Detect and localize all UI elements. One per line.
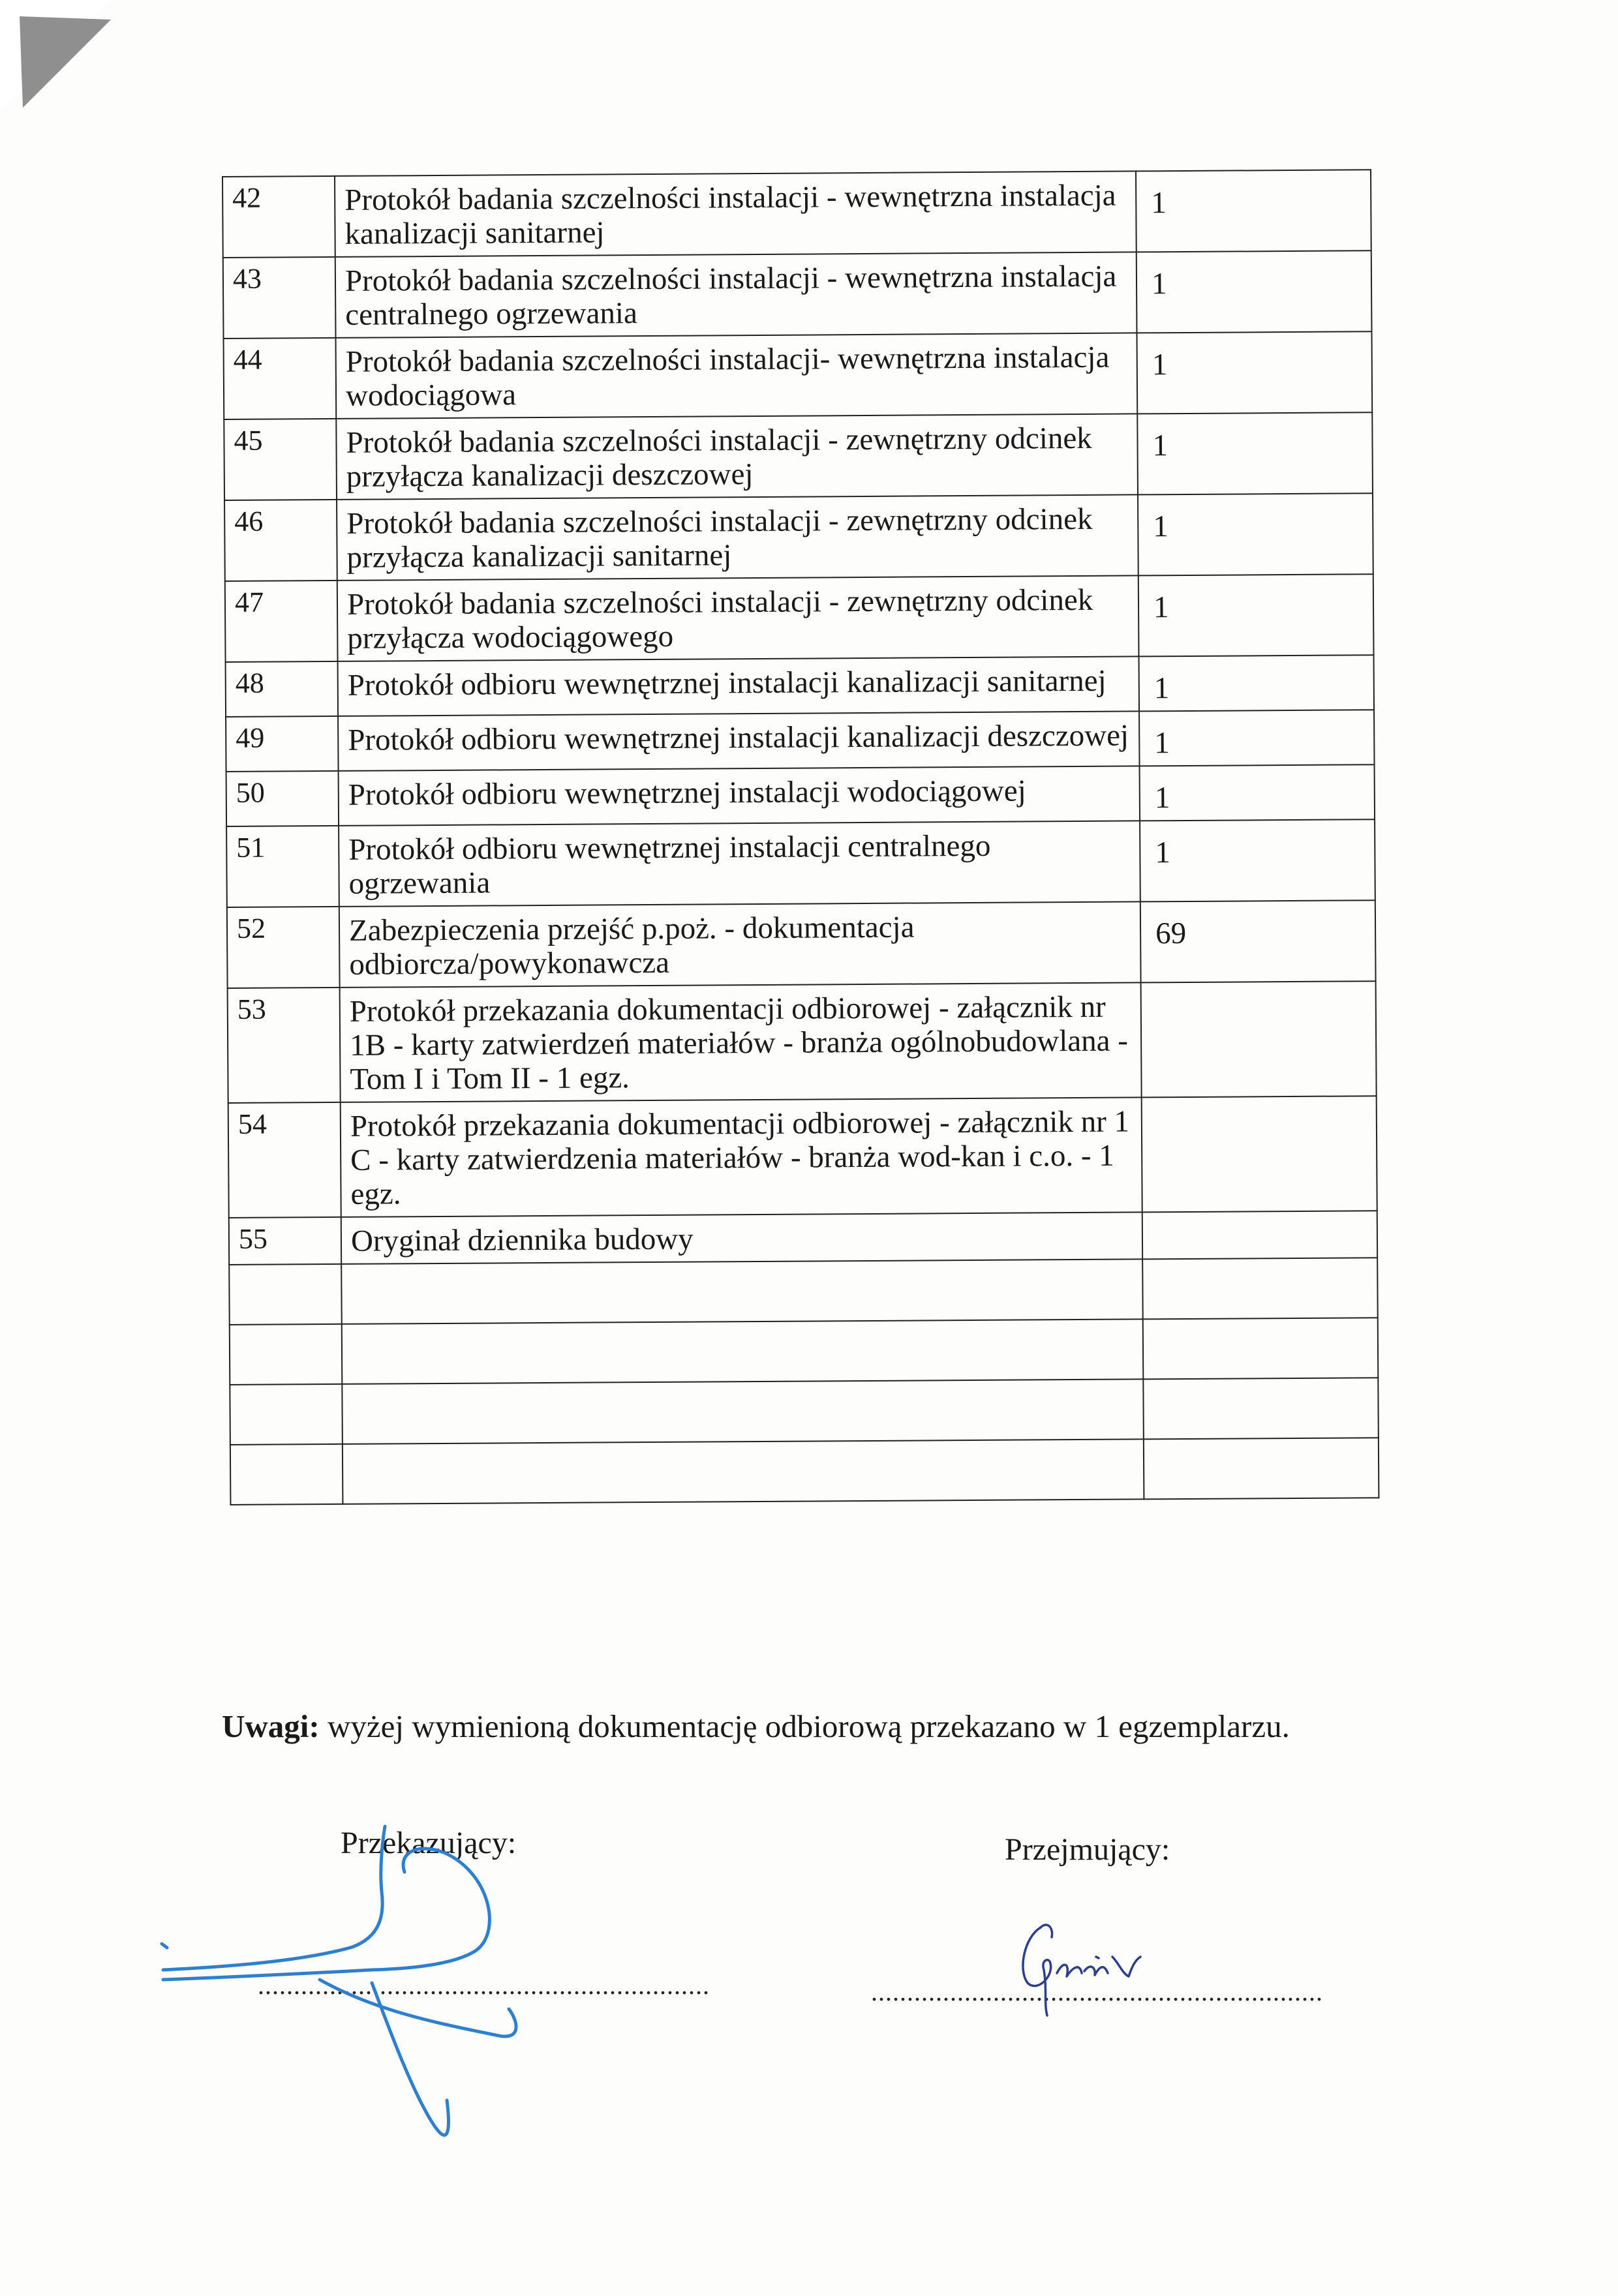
row-quantity: 1 (1137, 250, 1372, 333)
row-description: Protokół odbioru wewnętrznej instalacji centralnego ogrzewania (339, 821, 1140, 906)
row-number: 46 (224, 500, 337, 581)
remarks-label: Uwagi: (222, 1708, 320, 1744)
row-description (343, 1439, 1144, 1503)
row-number: 53 (228, 988, 341, 1103)
row-description (342, 1379, 1144, 1443)
row-description: Protokół badania szczelności instalacji- wewnętrzna instalacja wodociągowa (336, 333, 1138, 418)
row-number: 55 (229, 1217, 341, 1265)
table-row (225, 574, 1374, 662)
row-quantity (1141, 981, 1377, 1097)
row-quantity: 1 (1139, 710, 1375, 766)
table-row (226, 655, 1374, 717)
row-quantity: 1 (1136, 170, 1371, 252)
receiving-signature (992, 1911, 1161, 2022)
row-quantity: 1 (1139, 655, 1375, 711)
row-description: Protokół badania szczelności instalacji - wewnętrzna instalacja kanalizacji sanitarnej (335, 171, 1137, 256)
table-row (226, 764, 1375, 826)
folded-corner (0, 0, 117, 117)
table-row (230, 1438, 1379, 1505)
row-quantity (1143, 1318, 1379, 1379)
row-description: Protokół odbioru wewnętrznej instalacji wodociągowej (339, 766, 1140, 825)
table-row (227, 900, 1376, 988)
row-quantity (1142, 1096, 1377, 1212)
row-description (341, 1259, 1143, 1323)
row-quantity: 1 (1138, 493, 1373, 575)
row-description: Oryginał dziennika budowy (341, 1212, 1142, 1264)
handing-over-label: Przekazujący: (341, 1826, 517, 1860)
row-quantity: 1 (1140, 819, 1375, 901)
row-number: 43 (223, 257, 336, 339)
row-quantity (1143, 1378, 1379, 1439)
table-row (228, 1096, 1377, 1218)
receiving-label: Przejmujący: (1005, 1832, 1170, 1867)
row-number: 51 (226, 826, 339, 907)
row-description: Protokół odbioru wewnętrznej instalacji kanalizacji deszczowej (338, 711, 1139, 770)
row-number (230, 1324, 343, 1385)
row-description: Protokół badania szczelności instalacji - wewnętrzna instalacja centralnego ogrzewania (335, 252, 1137, 337)
row-description: Protokół przekazania dokumentacji odbiorowej - załącznik nr 1 C - karty zatwierdzenia materiałów - branża wod-kan i c.o. - 1 egz. (341, 1097, 1142, 1216)
table-row (224, 331, 1373, 419)
receiving-signature-line: ............................................................... (871, 1977, 1323, 2006)
row-description: Protokół badania szczelności instalacji - zewnętrzny odcinek przyłącza kanalizacji sanitarnej (337, 494, 1138, 580)
row-description: Protokół badania szczelności instalacji - zewnętrzny odcinek przyłącza kanalizacji deszczowej (336, 414, 1138, 499)
table-row (228, 981, 1377, 1103)
remarks (222, 1708, 1290, 1745)
table-row (229, 1258, 1378, 1325)
table-row (229, 1211, 1377, 1265)
documents-table-body (222, 170, 1379, 1505)
table-row (224, 412, 1373, 500)
row-quantity: 1 (1137, 412, 1373, 494)
table-row (224, 493, 1373, 581)
row-number (230, 1384, 343, 1445)
documents-table (222, 169, 1379, 1505)
row-description: Protokół przekazania dokumentacji odbiorowej - załącznik nr 1B - karty zatwierdzeń materiałów - branża ogólnobudowlana - Tom I i Tom II - 1 egz. (340, 982, 1142, 1102)
handing-over-signature (157, 1813, 626, 2166)
table-row (230, 1318, 1379, 1385)
row-description: Protokół odbioru wewnętrznej instalacji kanalizacji sanitarnej (338, 656, 1139, 716)
row-number: 48 (226, 661, 339, 717)
table-row (223, 250, 1372, 339)
row-number: 47 (225, 581, 338, 662)
row-description: Zabezpieczenia przejść p.poż. - dokumentacja odbiorcza/powykonawcza (339, 901, 1141, 987)
row-quantity: 1 (1137, 331, 1372, 414)
table-row (222, 170, 1371, 258)
row-description: Protokół badania szczelności instalacji - zewnętrzny odcinek przyłącza wodociągowego (337, 575, 1139, 661)
table-row (226, 710, 1374, 772)
row-number (230, 1444, 343, 1505)
row-number: 42 (222, 176, 335, 258)
row-quantity: 1 (1138, 574, 1374, 656)
row-number: 49 (226, 716, 339, 772)
row-number: 52 (227, 907, 340, 988)
row-quantity: 1 (1140, 764, 1375, 821)
row-quantity (1142, 1211, 1377, 1259)
handing-over-signature-line: ............................................................... (258, 1971, 710, 2000)
row-number (229, 1264, 342, 1325)
row-number: 45 (224, 419, 337, 500)
row-quantity (1142, 1258, 1378, 1319)
row-number: 50 (226, 771, 339, 826)
row-quantity: 69 (1140, 900, 1376, 982)
table-row (226, 819, 1375, 907)
table-row (230, 1378, 1379, 1445)
row-number: 44 (224, 338, 337, 419)
row-description (342, 1319, 1144, 1383)
remarks-text: wyżej wymienioną dokumentację odbiorową przekazano w 1 egzemplarzu. (319, 1708, 1290, 1744)
row-number: 54 (228, 1102, 341, 1218)
row-quantity (1144, 1438, 1379, 1499)
